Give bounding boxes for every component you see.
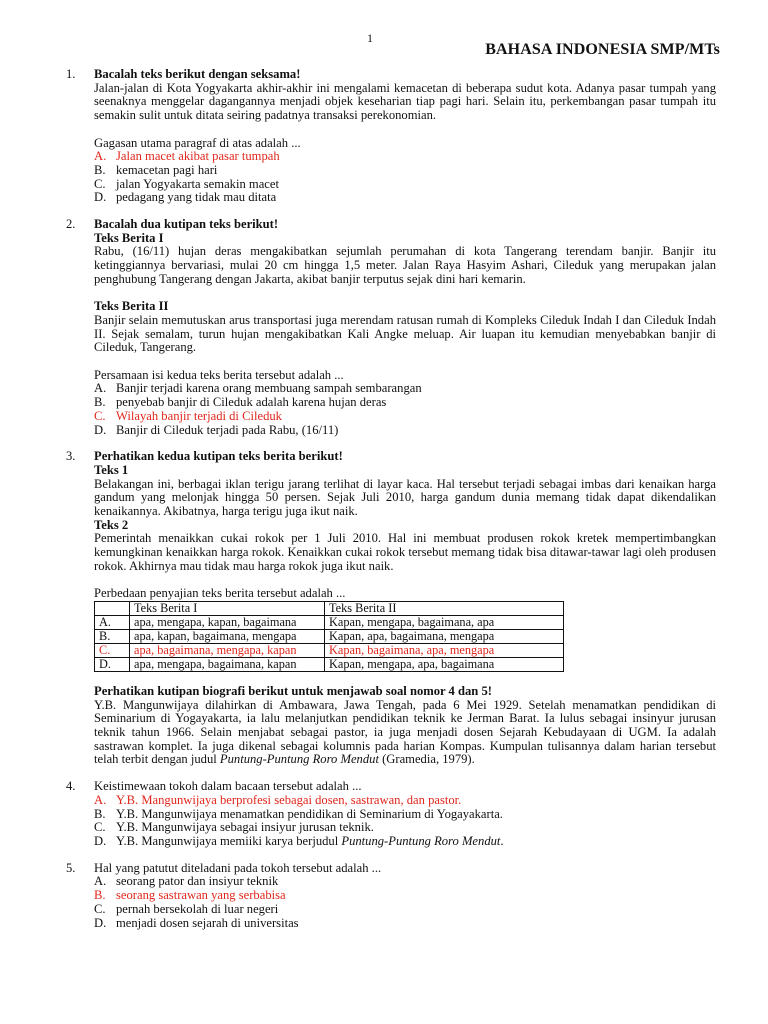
table-header-cell: Teks Berita I — [130, 601, 325, 615]
question-number: 1. — [66, 67, 76, 81]
text-title: Teks Berita II — [94, 299, 169, 314]
question-text: Gagasan utama paragraf di atas adalah ... — [94, 135, 301, 150]
question-4 — [66, 780, 716, 849]
table-row-option-a[interactable] — [95, 615, 564, 629]
biography-passage: Y.B. Mangunwijaya dilahirkan di Ambawara, Jawa Tengah, pada 6 Mei 1929. Setelah menamatkan pendidikan di Seminarium di Yogayakarta, ia lalu melanjutkan pendidikan teknik ke Jerman Barat. Ia lulus sebagai insinyur jurusan teknik tahun 1966. Selain menjabat sebagai pastor, ia juga menjadi dosen Sejarah Kebudayaan di UGM. Ia adalah sastrawan komplet. Ia juga dikenal sebagai kolumnis pada harian Kompas. Kumpulan tulisannya dalam harian tersebut telah terbit dengan judul Puntung-Puntung Roro Mendut (Gramedia, 1979). — [94, 697, 716, 767]
biography-section — [66, 685, 716, 767]
table-cell: Kapan, bagaimana, apa, mengapa — [325, 643, 564, 657]
answer-option-a[interactable]: A. seorang pator dan insiyur teknik — [94, 874, 279, 889]
table-header-row — [95, 601, 564, 615]
section-instruction: Perhatikan kutipan biografi berikut untuk menjawab soal nomor 4 dan 5! — [94, 683, 492, 698]
question-text: Hal yang patutut diteladani pada tokoh tersebut adalah ... — [94, 860, 382, 875]
table-cell: Kapan, mengapa, apa, bagaimana — [325, 657, 564, 671]
answer-option-a[interactable]: A. Banjir terjadi karena orang membuang sampah sembarangan — [94, 381, 422, 396]
table-cell: apa, mengapa, bagaimana, kapan — [130, 657, 325, 671]
question-instruction: Perhatikan kedua kutipan teks berita berikut! — [94, 449, 343, 464]
table-header-cell: Teks Berita II — [325, 601, 564, 615]
answer-option-c[interactable]: C. Y.B. Mangunwijaya sebagai insiyur jurusan teknik. — [94, 820, 374, 835]
reading-passage: Pemerintah menaikkan cukai rokok per 1 Juli 2010. Hal ini membuat produsen rokok kretek mempertimbangkan kemungkinan kenaikkan harga rokok. Kenaikkan cukai rokok tersebut memang tidak bisa ditawar-tawar lagi oleh produsen rokok. Akhirnya mau tidak mau harga rokok juga ikut naik. — [94, 531, 716, 573]
question-3 — [66, 450, 716, 672]
reading-passage: Jalan-jalan di Kota Yogyakarta akhir-akhir ini mengalami kemacetan di beberapa sudut kota. Adanya pasar tumpah yang seenaknya menggelar dagangannya menjadi objek keseharian tiap pagi hari. Selain itu, perkembangan pasar tumpah itu semakin sulit untuk ditata seiring padatnya transaksi perekonomian. — [94, 80, 716, 123]
answer-option-a[interactable]: A. Jalan macet akibat pasar tumpah — [94, 149, 280, 164]
table-cell: Kapan, apa, bagaimana, mengapa — [325, 629, 564, 643]
question-instruction: Bacalah dua kutipan teks berikut! — [94, 217, 279, 232]
answer-option-a[interactable]: A. Y.B. Mangunwijaya berprofesi sebagai dosen, sastrawan, dan pastor. — [94, 792, 462, 807]
table-cell: B. — [95, 629, 130, 643]
question-number: 3. — [66, 449, 76, 464]
answer-option-b[interactable]: B. kemacetan pagi hari — [94, 162, 218, 177]
answer-option-c[interactable]: C. Wilayah banjir terjadi di Cileduk — [94, 408, 282, 423]
table-row-option-d[interactable] — [95, 657, 564, 671]
question-number: 2. — [66, 217, 76, 232]
exam-content — [66, 68, 716, 930]
question-number: 4. — [66, 779, 76, 794]
table-cell: apa, bagaimana, mengapa, kapan — [130, 643, 325, 657]
table-cell: C. — [95, 643, 130, 657]
question-5 — [66, 862, 716, 931]
question-text: Persamaan isi kedua teks berita tersebut adalah ... — [94, 367, 344, 382]
question-text: Keistimewaan tokoh dalam bacaan tersebut adalah ... — [94, 779, 362, 794]
question-text: Perbedaan penyajian teks berita tersebut adalah ... — [94, 586, 346, 601]
question-instruction: Bacalah teks berikut dengan seksama! — [94, 67, 301, 81]
question-number: 5. — [66, 860, 76, 875]
text-title: Teks 1 — [94, 462, 129, 477]
text-title: Teks 2 — [94, 517, 129, 532]
text-title: Teks Berita I — [94, 230, 164, 245]
answer-option-d[interactable]: D. pedagang yang tidak mau ditata — [94, 190, 277, 205]
question-2 — [66, 218, 716, 437]
table-header-cell — [95, 601, 130, 615]
answer-option-b[interactable]: B. penyebab banjir di Cileduk adalah karena hujan deras — [94, 395, 387, 410]
reading-passage: Banjir selain memutuskan arus transportasi juga merendam ratusan rumah di Kompleks Cileduk Indah I dan Cileduk Indah II. Sejak semalam, turun hujan mengakibatkan Kali Angke meluap. Air luapan itu kemudian menyebabkan banjir di Cileduk, Tangerang. — [94, 312, 716, 355]
answer-option-c[interactable]: C. pernah bersekolah di luar negeri — [94, 901, 279, 916]
answer-option-b[interactable]: B. seorang sastrawan yang serbabisa — [94, 888, 286, 903]
table-row-option-b[interactable] — [95, 629, 564, 643]
answer-option-b[interactable]: B. Y.B. Mangunwijaya menamatkan pendidikan di Seminarium di Yogayakarta. — [94, 806, 503, 821]
page-number: 1 — [367, 31, 373, 45]
table-cell: apa, kapan, bagaimana, mengapa — [130, 629, 325, 643]
table-cell: A. — [95, 615, 130, 629]
reading-passage: Rabu, (16/11) hujan deras mengakibatkan sejumlah perumahan di kota Tangerang terendam banjir. Banjir itu ketinggiannya bervariasi, mulai 20 cm hingga 1,5 meter. Jalan Raya Hasyim Ashari, Cileduk yang merupakan jalan penghubung Tangerang dengan Jakarta, akibat banjir terputus sejak dini hari kemarin. — [94, 244, 716, 286]
answer-option-d[interactable]: D. menjadi dosen sejarah di universitas — [94, 915, 299, 930]
table-cell: apa, mengapa, kapan, bagaimana — [130, 615, 325, 629]
answer-option-d[interactable]: D. Banjir di Cileduk terjadi pada Rabu, (16/11) — [94, 422, 339, 437]
book-title: Puntung-Puntung Roro Mendut — [219, 752, 379, 767]
page-header-title: BAHASA INDONESIA SMP/MTs — [485, 41, 720, 58]
question-1 — [66, 68, 716, 205]
answer-option-d[interactable]: D. Y.B. Mangunwijaya memiiki karya berjudul Puntung-Puntung Roro Mendut. — [94, 833, 504, 848]
answer-option-c[interactable]: C. jalan Yogyakarta semakin macet — [94, 176, 279, 191]
table-cell: Kapan, mengapa, bagaimana, apa — [325, 615, 564, 629]
comparison-table — [94, 601, 564, 672]
reading-passage: Belakangan ini, berbagai iklan terigu jarang terlihat di layar kaca. Hal tersebut terjadi sebagai imbas dari kenaikan harga gandum yang melonjak hingga 50 persen. Sejak Juli 2010, harga gandum dunia memang tidak dapat dikendalikan kenaikannya. Akibatnya, harga terigu juga ikut naik. — [94, 476, 716, 519]
table-cell: D. — [95, 657, 130, 671]
table-row-option-c[interactable] — [95, 643, 564, 657]
